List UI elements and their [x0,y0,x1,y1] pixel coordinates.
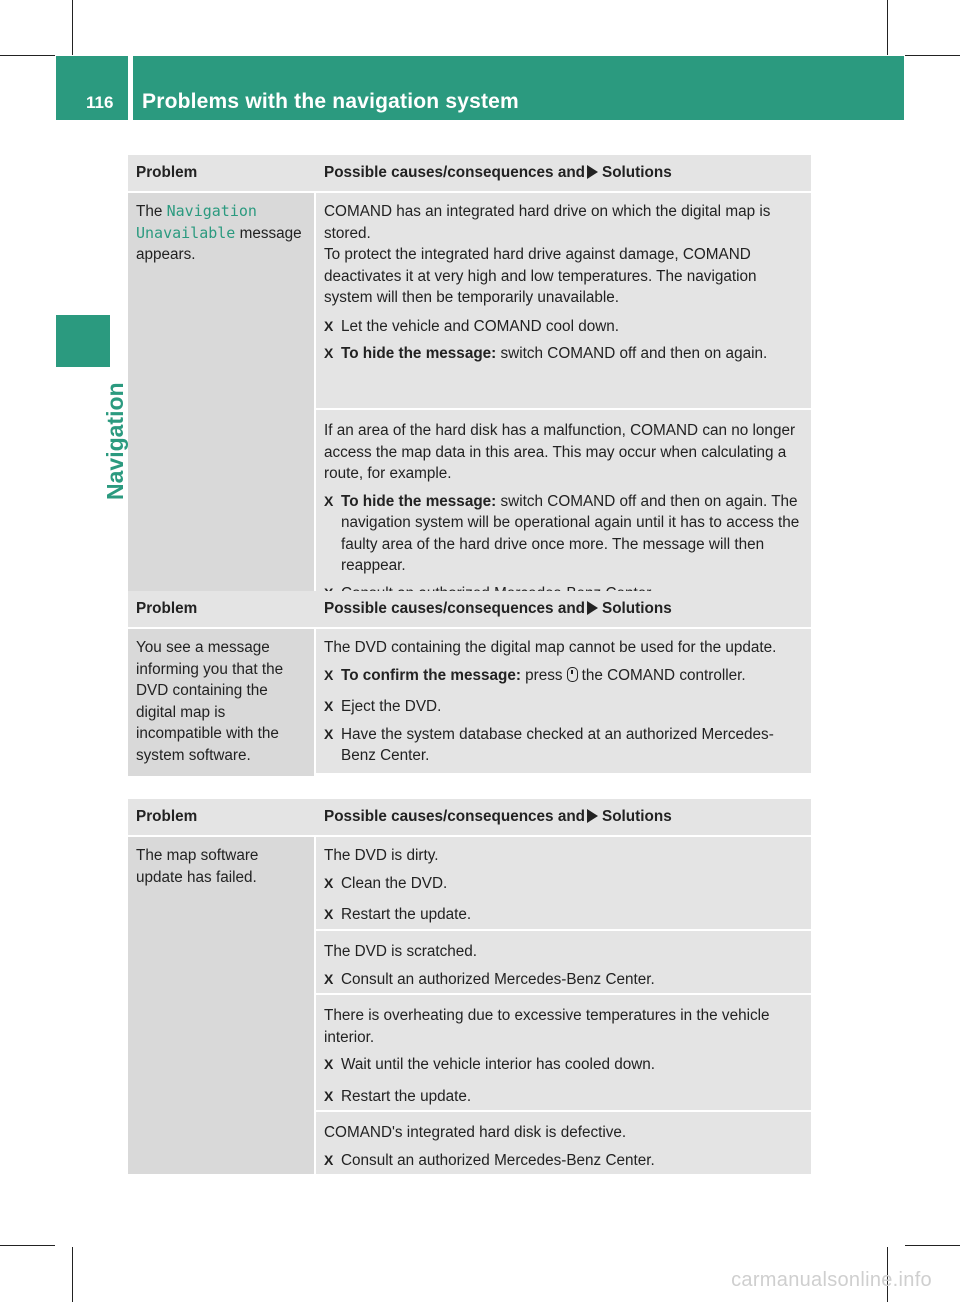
problem-column-header: Problem [136,164,198,182]
arrow-icon [587,809,598,823]
causes-column-header: Possible causes/consequences and Solutions [324,164,672,182]
solution-cell: COMAND's integrated hard disk is defective. X Consult an authorized Mercedes-Benz Center. [316,1112,811,1174]
causes-column-header: Possible causes/consequences and Solutions [324,808,672,826]
page-header [56,56,904,120]
display-message: Unavailable [136,223,236,242]
step-marker-icon: X [324,492,334,509]
step-marker-icon: X [324,874,334,891]
problem-cell: You see a message informing you that the DVD containing the digital map is incompatible with the system software. [128,629,314,776]
step-marker-icon: X [324,345,334,361]
watermark: carmanualsonline.info [731,1269,932,1291]
display-message: Navigation [166,202,257,220]
controller-icon [567,667,578,682]
step-marker-icon: X [324,317,334,334]
section-label: Navigation [102,382,128,500]
step-marker-icon: X [324,906,334,922]
step-marker-icon: X [324,1151,334,1168]
table-header [128,799,811,835]
problem-cell: The map software update has failed. [128,837,314,1174]
crop-mark [72,0,73,55]
problem-table-1 [128,155,811,604]
section-marker [56,315,110,367]
solution-cell: COMAND has an integrated hard drive on which the digital map is stored. To protect the integrated hard drive against damage, COMAND deactivates it at very high and low temperatures. The navigation system will then be temporarily unavailable. X Let the vehicle and COMAND cool down. X To hide the message: switch COMAND off and then on again. [316,193,811,408]
crop-mark [72,1247,73,1302]
solution-cell: The DVD containing the digital map cannot be used for the update. X To confirm the message: press the COMAND controller. X Eject the DVD. X Have the system database checked at an authorized Mercedes-Benz Center. [316,629,811,773]
crop-mark [905,1245,960,1246]
solution-cell: If an area of the hard disk has a malfunction, COMAND can no longer access the map data in this area. This may occur when calculating a route, for example. X To hide the message: switch COMAND off and then on again. The navigation system will be operational again until it has to access the faulty area of the hard drive once more. The message will then reappear. [316,410,811,604]
problem-cell: The Navigation Unavailable message appears. [128,193,314,604]
header-divider [128,56,133,120]
page-number: 116 [86,93,114,112]
solution-cell: The DVD is scratched. X Consult an authorized Mercedes-Benz Center. [316,931,811,993]
step-marker-icon: X [324,698,334,714]
crop-mark [0,1245,55,1246]
causes-column-header: Possible causes/consequences and Solutions [324,600,672,618]
problem-table-3 [128,799,811,1174]
crop-mark [905,55,960,56]
solution-cell: The DVD is dirty. X Clean the DVD. X Restart the update. [316,837,811,929]
crop-mark [0,55,55,56]
table-header [128,591,811,627]
step-marker-icon: X [324,725,334,742]
page-title: Problems with the navigation system [142,90,519,113]
problem-column-header: Problem [136,808,198,826]
step-marker-icon: X [324,1056,334,1072]
crop-mark [887,0,888,55]
step-marker-icon: X [324,1087,334,1104]
step-marker-icon: X [324,970,334,987]
problem-table-2 [128,591,811,776]
step-marker-icon: X [324,666,334,683]
arrow-icon [587,165,598,179]
table-header [128,155,811,191]
arrow-icon [587,601,598,615]
problem-column-header: Problem [136,600,198,618]
solution-cell: There is overheating due to excessive temperatures in the vehicle interior. X Wait until the vehicle interior has cooled down. X Restart the update. [316,995,811,1110]
